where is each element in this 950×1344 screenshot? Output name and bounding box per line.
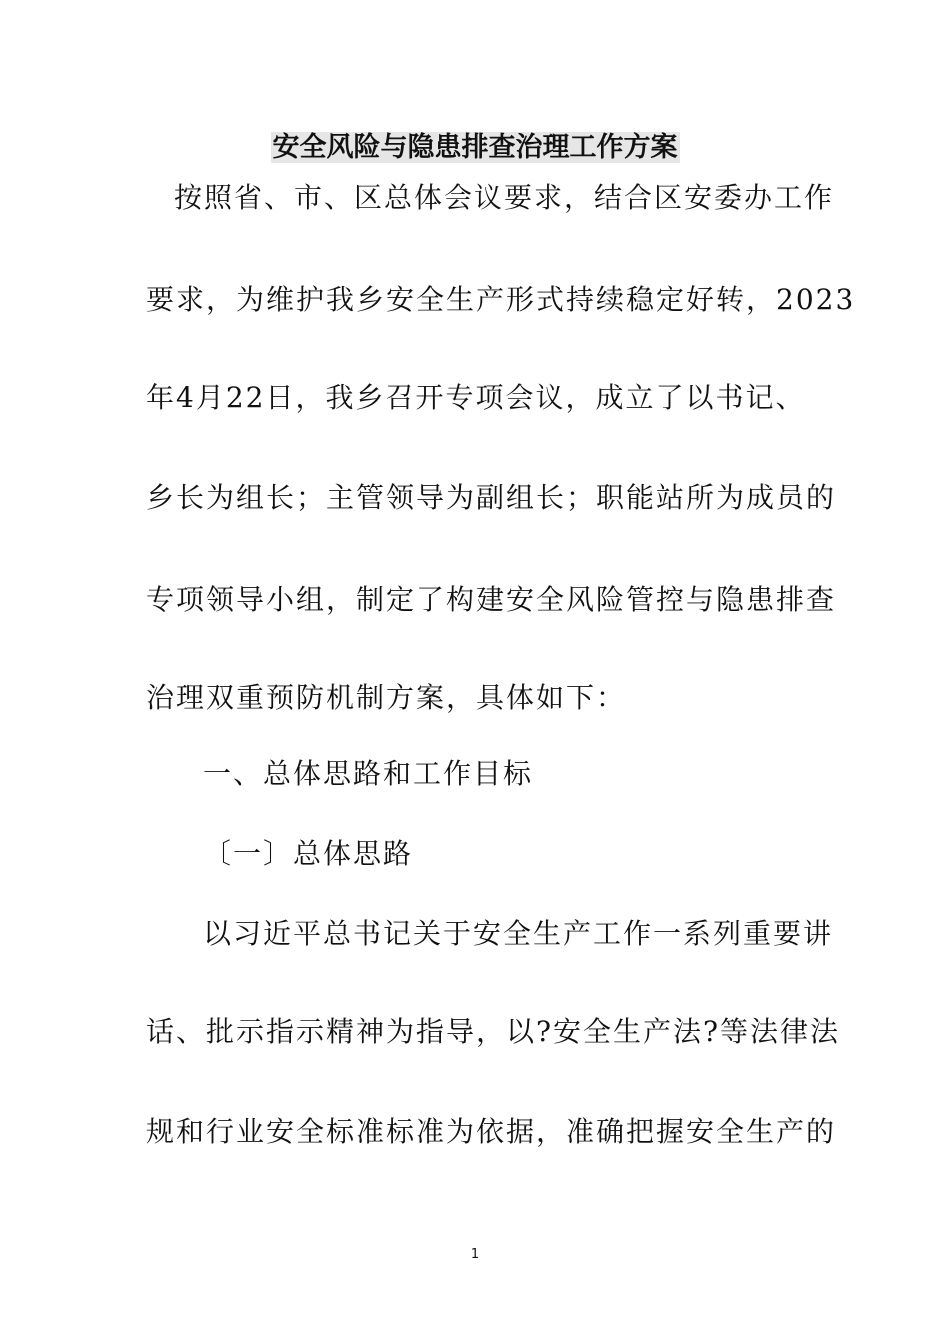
paragraph-line: 按照省、市、区总体会议要求，结合区安委办工作 [174,181,835,214]
paragraph-line: 治理双重预防机制方案，具体如下： [146,681,627,714]
section-heading: 一、总体思路和工作目标 [203,757,534,790]
paragraph-line: 以习近平总书记关于安全生产工作一系列重要讲 [203,917,834,950]
paragraph-line: 规和行业安全标准标准为依据，准确把握安全生产的 [146,1115,837,1148]
paragraph-line: 专项领导小组，制定了构建安全风险管控与隐患排查 [146,583,837,616]
document-title-text: 安全风险与隐患排查治理工作方案 [272,132,678,163]
page-number: 1 [470,1247,480,1262]
paragraph-line: 话、批示指示精神为指导，以?安全生产法?等法律法 [146,1015,841,1048]
subsection-heading: 〔一〕总体思路 [203,837,414,870]
document-title [0,128,950,168]
paragraph-line: 年4月22日，我乡召开专项会议，成立了以书记、 [146,381,806,414]
paragraph-line: 要求，为维护我乡安全生产形式持续稳定好转，2023 [146,283,856,316]
paragraph-line: 乡长为组长；主管领导为副组长；职能站所为成员的 [146,481,837,514]
